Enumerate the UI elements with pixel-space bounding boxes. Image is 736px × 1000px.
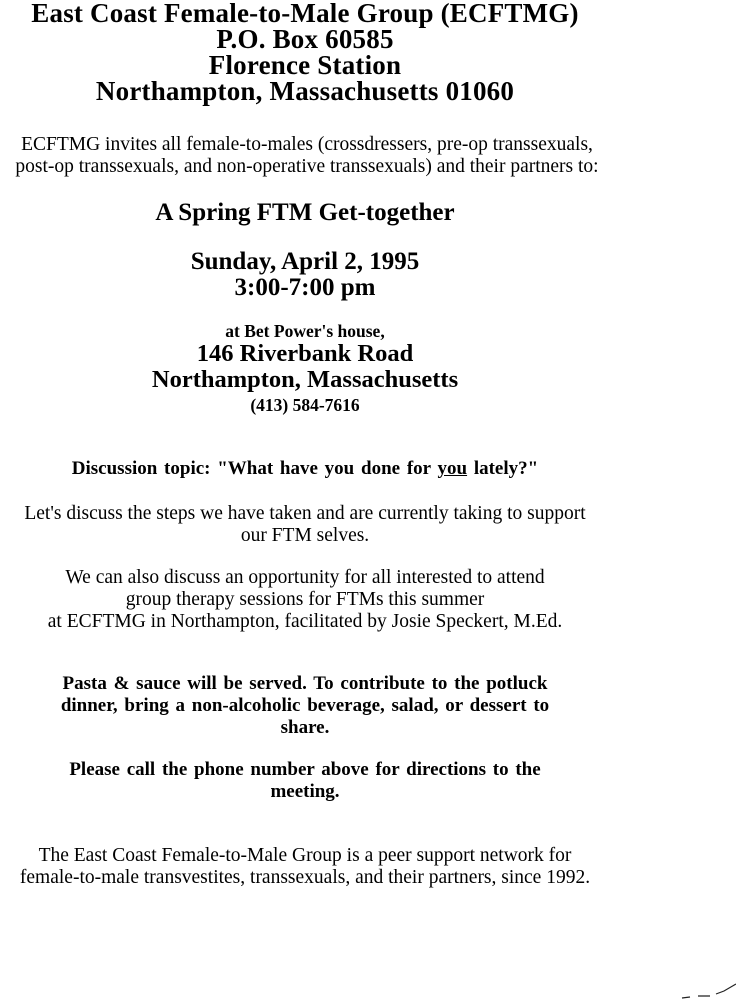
- steps-line-1: Let's discuss the steps we have taken and are currently taking to support: [24, 503, 586, 524]
- steps-paragraph: [0, 503, 610, 547]
- org-name: East Coast Female-to-Male Group (ECFTMG): [31, 0, 579, 28]
- event-city: Northampton, Massachusetts: [151, 366, 459, 393]
- invitation-text: [0, 134, 614, 178]
- therapy-line-3: at ECFTMG in Northampton, facilitated by Josie Speckert, M.Ed.: [47, 611, 563, 632]
- event-datetime: [0, 249, 610, 301]
- directions-paragraph: [0, 759, 610, 803]
- discussion-suffix: lately?": [467, 458, 539, 479]
- event-title: A Spring FTM Get-together: [155, 199, 455, 226]
- therapy-line-1: We can also discuss an opportunity for all interested to attend: [65, 567, 545, 588]
- discussion-topic: [0, 458, 610, 480]
- discussion-emphasis: you: [437, 458, 468, 479]
- therapy-paragraph: [0, 567, 610, 633]
- invitation-line-2: post-op transsexuals, and non-operative transsexuals) and their partners to:: [15, 156, 599, 177]
- about-line-2: female-to-male transvestites, transsexuals, and their partners, since 1992.: [19, 867, 591, 888]
- po-box: P.O. Box 60585: [216, 24, 394, 54]
- therapy-line-2: group therapy sessions for FTMs this summer: [125, 589, 485, 610]
- about-line-1: The East Coast Female-to-Male Group is a peer support network for: [38, 845, 572, 866]
- pen-stroke-mark: [680, 982, 736, 1000]
- potluck-paragraph: [0, 673, 610, 739]
- directions-line-2: meeting.: [270, 781, 340, 802]
- potluck-line-3: share.: [280, 717, 330, 738]
- directions-line-1: Please call the phone number above for directions to the: [69, 759, 541, 780]
- event-phone: (413) 584-7616: [250, 395, 360, 415]
- event-street: 146 Riverbank Road: [196, 340, 414, 367]
- event-location: [0, 321, 610, 415]
- discussion-prefix: Discussion topic: "What have you done for: [71, 458, 438, 479]
- event-time: 3:00-7:00 pm: [234, 274, 376, 301]
- event-host: at Bet Power's house,: [225, 321, 385, 341]
- potluck-line-2: dinner, bring a non-alcoholic beverage, salad, or dessert to: [60, 695, 550, 716]
- invitation-line-1: ECFTMG invites all female-to-males (crossdressers, pre-op transsexuals,: [21, 134, 593, 155]
- city-state-zip: Northampton, Massachusetts 01060: [95, 76, 515, 106]
- steps-line-2: our FTM selves.: [240, 525, 370, 546]
- potluck-line-1: Pasta & sauce will be served. To contribute to the potluck: [62, 673, 548, 694]
- letterhead: [0, 0, 610, 104]
- event-date: Sunday, April 2, 1995: [190, 248, 420, 275]
- about-paragraph: [0, 845, 610, 889]
- station: Florence Station: [208, 50, 402, 80]
